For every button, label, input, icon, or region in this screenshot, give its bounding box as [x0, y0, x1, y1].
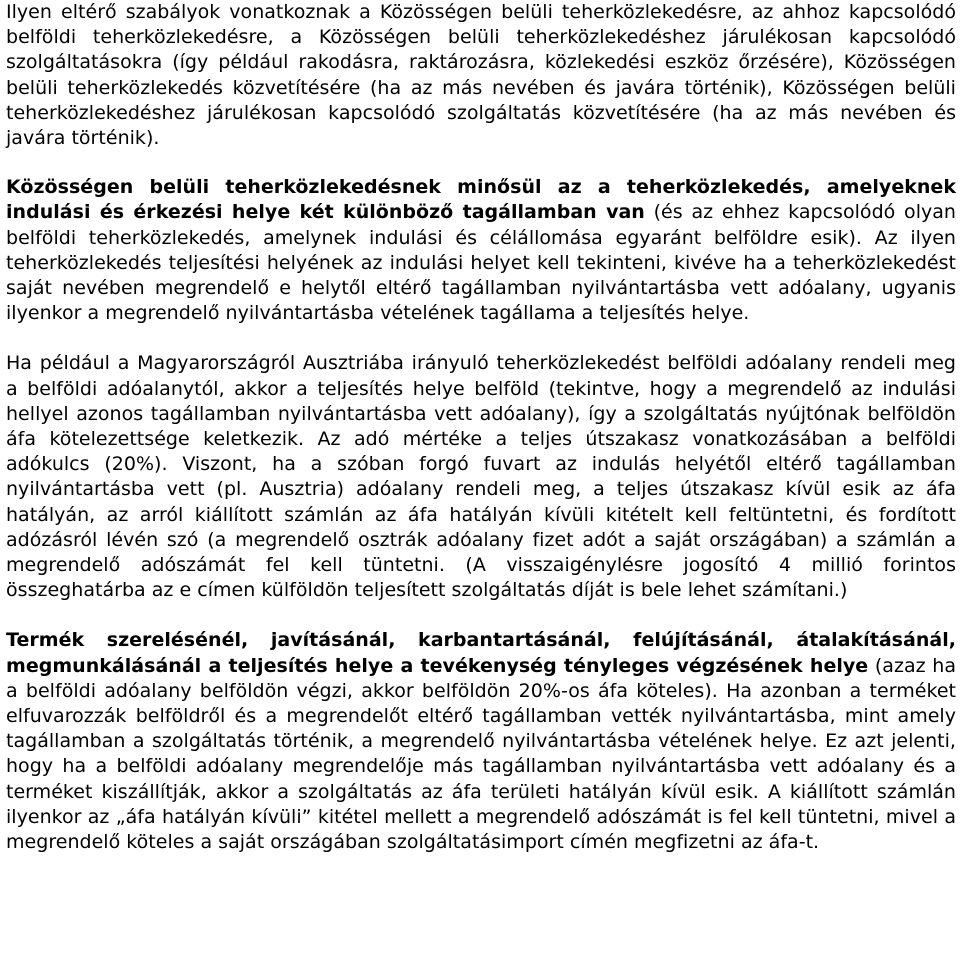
paragraph-intra-community-rules — [6, 0, 956, 151]
paragraph-2-text: (és az ehhez kapcsolódó olyan belföldi teherközlekedés, amelynek indulási és célállomása egyaránt belföldre esik). Az ilyen teherközlekedés teljesítési helyének az indulási helyet kell tekinteni, kivéve ha a teherközlekedést saját nevében megrendelő e helytől eltérő tagállamban nyilvántartásba vett adóalany, ugyanis ilyenkor a megrendelő nyilvántartásba vételének tagállama a teljesítés helye. — [6, 201, 956, 325]
document-page — [6, 0, 956, 855]
paragraph-3-text: Ha például a Magyarországról Ausztriába irányuló teherközlekedést belföldi adóalany rendeli meg a belföldi adóalanytól, akkor a teljesítés helye belföld (tekintve, hogy a megrendelő az indulási hellyel azonos tagállamban nyilvántartásba vett adóalany), így a szolgáltatás nyújtónak belföldön áfa kötelezettsége keletkezik. Az adó mértéke a teljes útszakasz vonatkozásában a belföldi adókulcs (20%). Viszont, ha a szóban forgó fuvart az indulás helyétől eltérő tagállamban nyilvántartásba vett (pl. Ausztria) adóalany rendeli meg, a teljes útszakasz kívül esik az áfa hatályán, az arról kiállított számlán az áfa hatályán kívüli kitételt kell feltüntetni, és fordított adózásról lévén szó (a megrendelő osztrák adóalany fizet adót a saját országában) a számlán a megrendelő adószámát fel kell tüntetni. (A visszaigénylésre jogosító 4 millió forintos összeghatárba az e címen külföldön teljesített szolgáltatás díját is bele lehet számítani.) — [6, 352, 956, 602]
paragraph-4-bold-text: Termék szerelésénél, javításánál, karbantartásánál, felújításánál, átalakításánál, megmunkálásánál a teljesítés helye a tevékenység tényleges végzésének helye — [6, 629, 956, 677]
paragraph-4-text: (azaz ha a belföldi adóalany belföldön végzi, akkor belföldön 20%-os áfa köteles). Ha azonban a terméket elfuvarozzák belföldről és a megrendelőt eltérő tagállamban vették nyilvántartásba, mint amely tagállamban a szolgáltatás történik, a megrendelő nyilvántartásba vételének helye. Ez azt jelenti, hogy ha a belföldi adóalany megrendelője más tagállamban nyilvántartásba vett adóalany és a terméket kiszállítják, akkor a szolgáltatás az áfa területi hatályán kívül esik. A kiállított számlán ilyenkor az „áfa hatályán kívüli” kitétel mellett a megrendelő adószámát is fel kell tüntetni, mivel a megrendelő köteles a saját országában szolgáltatásimport címén megfizetni az áfa-t. — [6, 654, 956, 854]
paragraph-intra-community-definition — [6, 175, 956, 326]
paragraph-product-services — [6, 628, 956, 855]
paragraph-1-text: Ilyen eltérő szabályok vonatkoznak a Közösségen belüli teherközlekedésre, az ahhoz kapcsolódó belföldi teherközlekedésre, a Közösségen belüli teherközlekedéshez járulékosan kapcsolódó szolgáltatásokra (így például rakodásra, raktározásra, közlekedési eszköz őrzésére), Közösségen belüli teherközlekedés közvetítésére (ha az más nevében és javára történik), Közösségen belüli teherközlekedéshez járulékosan kapcsolódó szolgáltatás közvetítésére (ha az más nevében és javára történik). — [6, 1, 956, 150]
paragraph-2-bold-text: Közösségen belüli teherközlekedésnek minősül az a teherközlekedés, amelyeknek indulási és érkezési helye két különböző tagállamban van — [6, 176, 956, 224]
paragraph-example — [6, 351, 956, 603]
